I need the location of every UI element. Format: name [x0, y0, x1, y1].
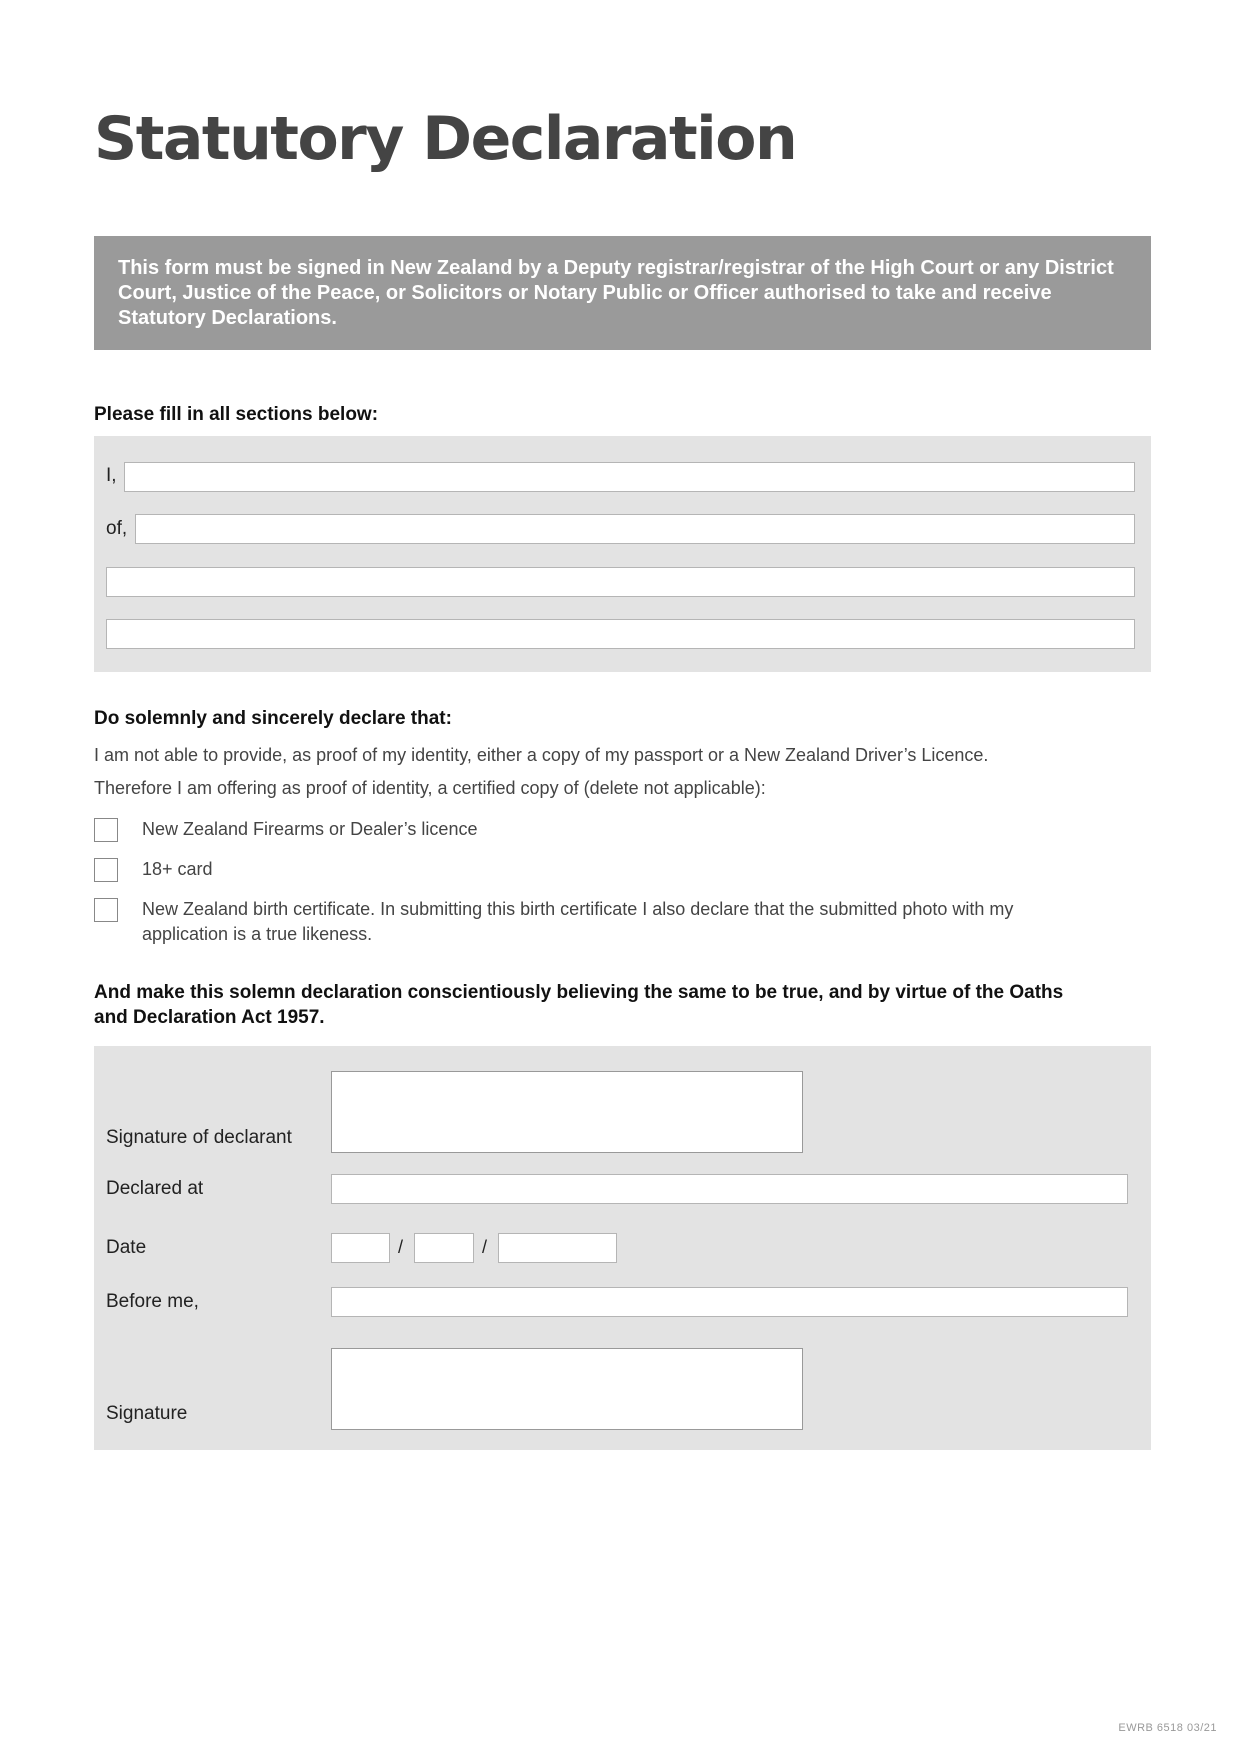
declare-line-2: Therefore I am offering as proof of identity, a certified copy of (delete not applicable): — [94, 778, 766, 798]
signature-label: Signature — [106, 1403, 188, 1424]
birth-certificate-checkbox[interactable] — [94, 898, 118, 922]
address-field-1[interactable] — [135, 514, 1135, 544]
date-year-field[interactable] — [498, 1233, 617, 1263]
signing-notice: This form must be signed in New Zealand by a Deputy registrar/registrar of the High Court or any District Court, Justice of the Peace, or Solicitors or Notary Public or Officer authorised to take and receive Statutory Declarations. — [94, 236, 1151, 350]
solemn-declaration-text: And make this solemn declaration conscientiously believing the same to be true, and by virtue of the Oaths and Declaration Act 1957. — [94, 982, 1064, 1028]
address-label: of, — [106, 518, 128, 539]
page-title: Statutory Declaration — [94, 104, 797, 174]
fill-heading: Please fill in all sections below: — [94, 404, 379, 425]
firearms-licence-label: New Zealand Firearms or Dealer’s licence — [142, 819, 478, 839]
address-field-2[interactable] — [106, 567, 1135, 597]
declared-at-field[interactable] — [331, 1174, 1128, 1204]
birth-certificate-label: New Zealand birth certificate. In submitting this birth certificate I also declare that the submitted photo with my application is a true likeness. — [142, 899, 1014, 944]
declare-heading: Do solemnly and sincerely declare that: — [94, 708, 452, 729]
before-me-label: Before me, — [106, 1291, 199, 1312]
date-separator: / — [482, 1237, 488, 1257]
name-field[interactable] — [124, 462, 1135, 492]
firearms-licence-checkbox[interactable] — [94, 818, 118, 842]
declare-line-1: I am not able to provide, as proof of my identity, either a copy of my passport or a New Zealand Driver’s Licence. — [94, 745, 989, 765]
date-month-field[interactable] — [414, 1233, 474, 1263]
date-day-field[interactable] — [331, 1233, 390, 1263]
before-me-field[interactable] — [331, 1287, 1128, 1317]
date-label: Date — [106, 1237, 147, 1258]
declared-at-label: Declared at — [106, 1178, 204, 1199]
signature-declarant-label: Signature of declarant — [106, 1127, 292, 1148]
card-18-label: 18+ card — [142, 859, 213, 879]
form-code: EWRB 6518 03/21 — [1118, 1722, 1217, 1734]
signature-box[interactable] — [331, 1348, 803, 1430]
name-label: I, — [106, 465, 117, 486]
address-field-3[interactable] — [106, 619, 1135, 649]
date-separator: / — [398, 1237, 404, 1257]
card-18-checkbox[interactable] — [94, 858, 118, 882]
signature-declarant-box[interactable] — [331, 1071, 803, 1153]
